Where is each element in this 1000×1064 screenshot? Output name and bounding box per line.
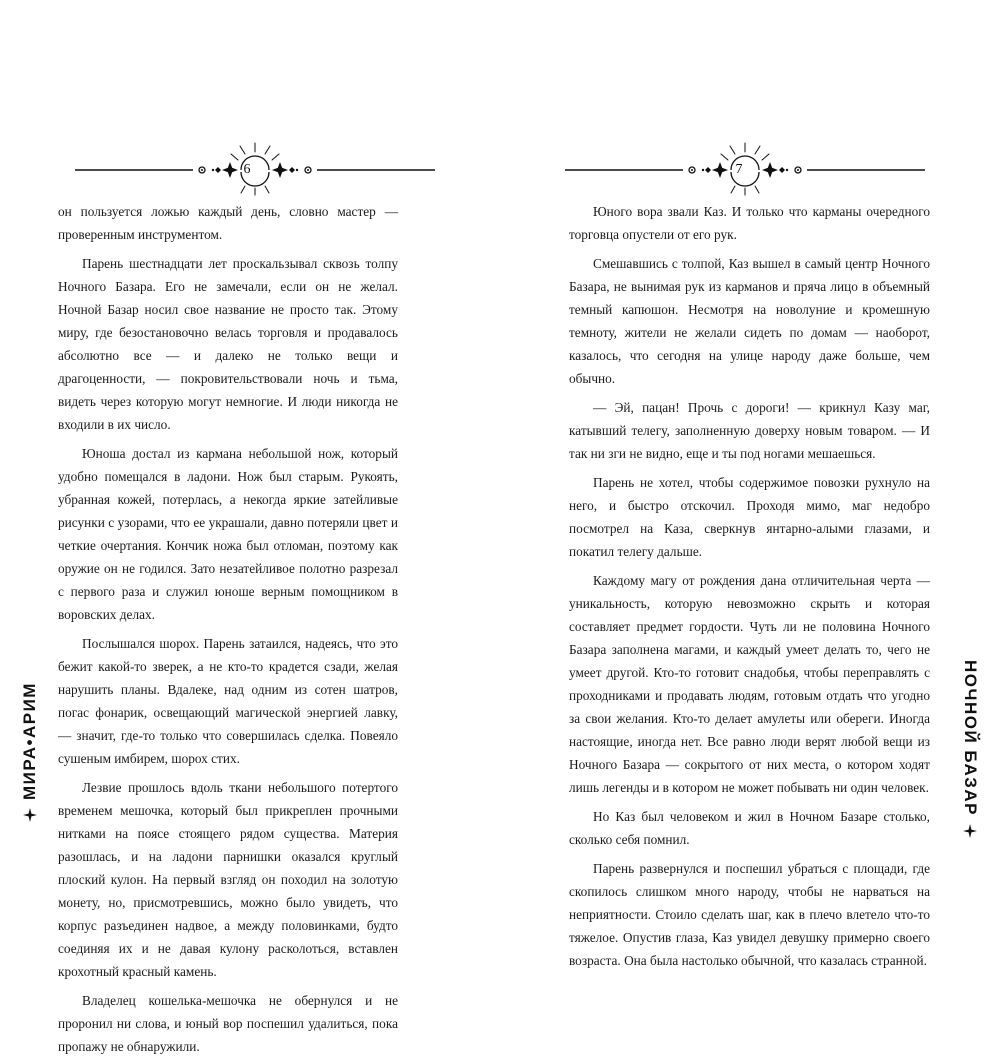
title-side-label — [960, 660, 980, 838]
paragraph: Парень развернулся и поспешил убраться с площади, где скопилось слишком много народу, чтобы не нарваться на неприятности. Стоило сделать шаг, как в плечо влетело что-то тяжелое. Опустив глаза, Каз увидел девушку примерно своего возраста. Она была настолько обычной, что казалась странной. — [569, 861, 930, 968]
page-number: 6 — [243, 162, 251, 177]
paragraph: Но Каз был человеком и жил в Ночном Базаре столько, сколько себя помнил. — [569, 809, 930, 847]
paragraph: он пользуется ложью каждый день, словно мастер — проверенным инструментом. — [58, 204, 398, 242]
paragraph: — Эй, пацан! Прочь с дороги! — крикнул Казу маг, катывший телегу, заполненную доверху новым товаром. — И так ни зги не видно, еще и ты под ногами мешаешься. — [569, 400, 930, 461]
page-number: 7 — [735, 162, 743, 177]
body-text — [58, 200, 398, 1064]
paragraph: Каждому магу от рождения дана отличительная черта — уникальность, которую невозможно скрыть и которая составляет предмет гордости. Чуть ли не половина Ночного Базара заполнена магами, и каждый умеет делать то, чего не умеет другой. Кто-то готовит снадобья, чтобы переправлять с проходниками и продавать людям, готовым отдать что угодно за свои желания. Кто-то делает амулеты или обереги. Иногда настоящие, иногда нет. Все равно люди верят любой вещи из Ночного Базара — сокрытого от них места, о котором ходят лишь легенды и в котором не может побывать ни один человек. — [569, 573, 930, 795]
page-header — [75, 140, 435, 196]
author-side-label — [20, 682, 40, 822]
paragraph: Парень шестнадцати лет проскальзывал сквозь толпу Ночного Базара. Его не замечали, если он не желал. Ночной Базар носил свое название не просто так. Этому миру, где безостановочно велась торговля и продавалось абсолютно все — и далеко не только вещи и драгоценности, — покровительствовали ночь и тьма, видеть через которую могут немногие. И люди никогда не входили в их число. — [58, 256, 398, 432]
book-title: НОЧНОЙ БАЗАР — [961, 660, 980, 817]
paragraph: Юного вора звали Каз. И только что карманы очередного торговца опустели от его рук. — [569, 204, 930, 242]
left-page — [0, 0, 500, 1054]
body-text — [569, 200, 930, 978]
paragraph: Послышался шорох. Парень затаился, надеясь, что это бежит какой-то зверек, а не кто-то крадется сзади, желая нарушить планы. Вдалеке, над одним из сотен шатров, погас фонарик, освещающий магической энергией лавку, — значит, где-то только что совершилась сделка. Повеяло сушеным имбирем, шорох стих. — [58, 636, 398, 766]
star-icon — [23, 808, 37, 822]
paragraph: Смешавшись с толпой, Каз вышел в самый центр Ночного Базара, не вынимая рук из карманов и пряча лицо в объемный темный капюшон. Несмотря на новолуние и кромешную темноту, жители не желали сидеть по домам — наоборот, казалось, что сегодня на улице народу даже больше, чем обычно. — [569, 256, 930, 386]
paragraph: Парень не хотел, чтобы содержимое повозки рухнуло на него, и быстро отскочил. Проходя мимо, маг недобро посмотрел на Каза, сверкнув янтарно-алыми глазами, и покатил телегу дальше. — [569, 475, 930, 559]
star-icon — [963, 824, 977, 838]
right-page — [500, 0, 1000, 1000]
paragraph: Владелец кошелька-мешочка не обернулся и не проронил ни слова, и юный вор поспешил удалиться, пока пропажу не обнаружили. — [58, 993, 398, 1054]
paragraph: Лезвие прошлось вдоль ткани небольшого потертого временем мешочка, который был прикреплен прочными нитками на поясе стоящего рядом существа. Материя разошлась, и на ладони парнишки оказался круглый плоский кулон. На первый взгляд он походил на золотую монету, но, присмотревшись, можно было увидеть, что корпус разъединен надвое, а между половинками, будто соединяя их и не давая кулону расколоться, вставлен крохотный красный камень. — [58, 780, 398, 979]
author-name: МИРА•АРИМ — [20, 682, 39, 800]
paragraph: Юноша достал из кармана небольшой нож, который удобно помещался в ладони. Нож был старым. Рукоять, убранная кожей, потерлась, а некогда яркие затейливые рисунки с узорами, что ее украшали, давно потеряли цвет и четкие очертания. Кончик ножа был отломан, поэтому как оружие он не годился. Зато незатейливое полотно разрезал с первого раза и служил юноше верным помощником в воровских делах. — [58, 446, 398, 622]
page-header — [565, 140, 925, 196]
